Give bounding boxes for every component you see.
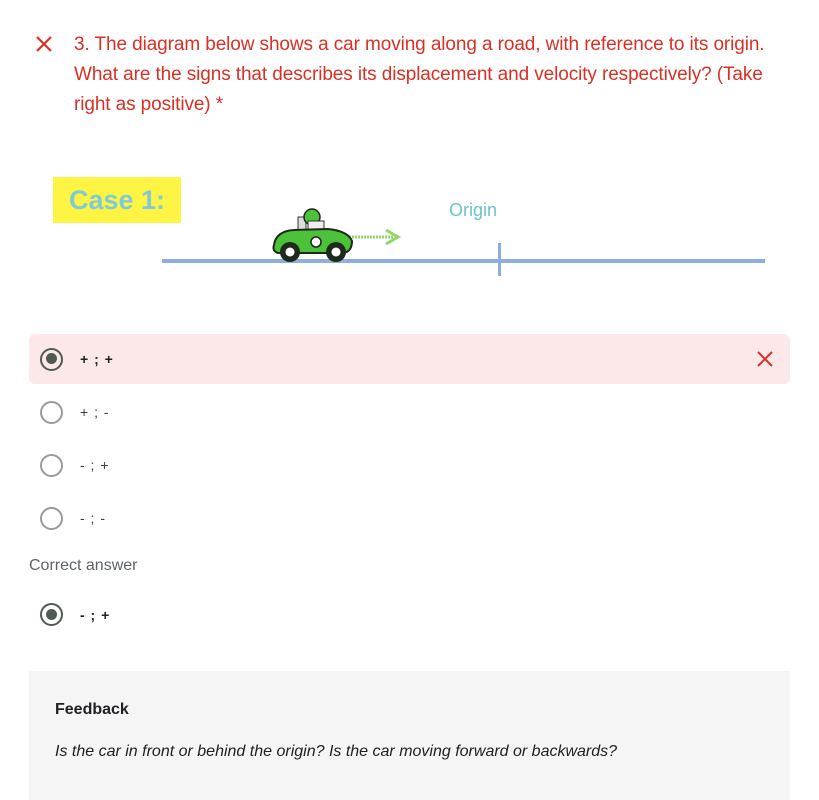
car-icon xyxy=(268,205,408,265)
case-label: Case 1: xyxy=(53,177,181,223)
option-2[interactable] xyxy=(29,387,790,437)
question-diagram xyxy=(0,170,819,290)
feedback-panel xyxy=(29,671,790,800)
option-1[interactable] xyxy=(29,334,790,384)
origin-label: Origin xyxy=(449,200,498,220)
correct-answer-option xyxy=(40,603,110,626)
feedback-title: Feedback xyxy=(55,701,129,718)
correct-answer-label: - ; + xyxy=(80,606,111,623)
radio-checked-icon[interactable] xyxy=(40,348,63,371)
option-label: - ; - xyxy=(80,510,106,526)
x-icon xyxy=(34,34,54,54)
option-label: - ; + xyxy=(80,457,110,473)
feedback-text: Is the car in front or behind the origin? Is the car moving forward or backwards? xyxy=(55,743,618,760)
option-label: + ; + xyxy=(80,351,114,367)
wrong-answer-x-icon xyxy=(756,350,774,368)
correct-answer-title: Correct answer xyxy=(29,557,138,574)
origin-tick xyxy=(498,243,501,276)
road-line xyxy=(162,259,765,263)
radio-unchecked-icon[interactable] xyxy=(40,401,63,424)
radio-unchecked-icon[interactable] xyxy=(40,507,63,530)
radio-unchecked-icon[interactable] xyxy=(40,454,63,477)
option-4[interactable] xyxy=(29,493,790,543)
question-header xyxy=(34,30,804,120)
option-3[interactable] xyxy=(29,440,790,490)
answer-options xyxy=(29,334,790,546)
question-text: 3. The diagram below shows a car moving along a road, with reference to its origin. What are the signs that describes its displacement and velocity respectively? (Take right as positive) * xyxy=(74,34,765,115)
option-label: + ; - xyxy=(80,404,110,420)
radio-checked-icon xyxy=(40,603,63,626)
